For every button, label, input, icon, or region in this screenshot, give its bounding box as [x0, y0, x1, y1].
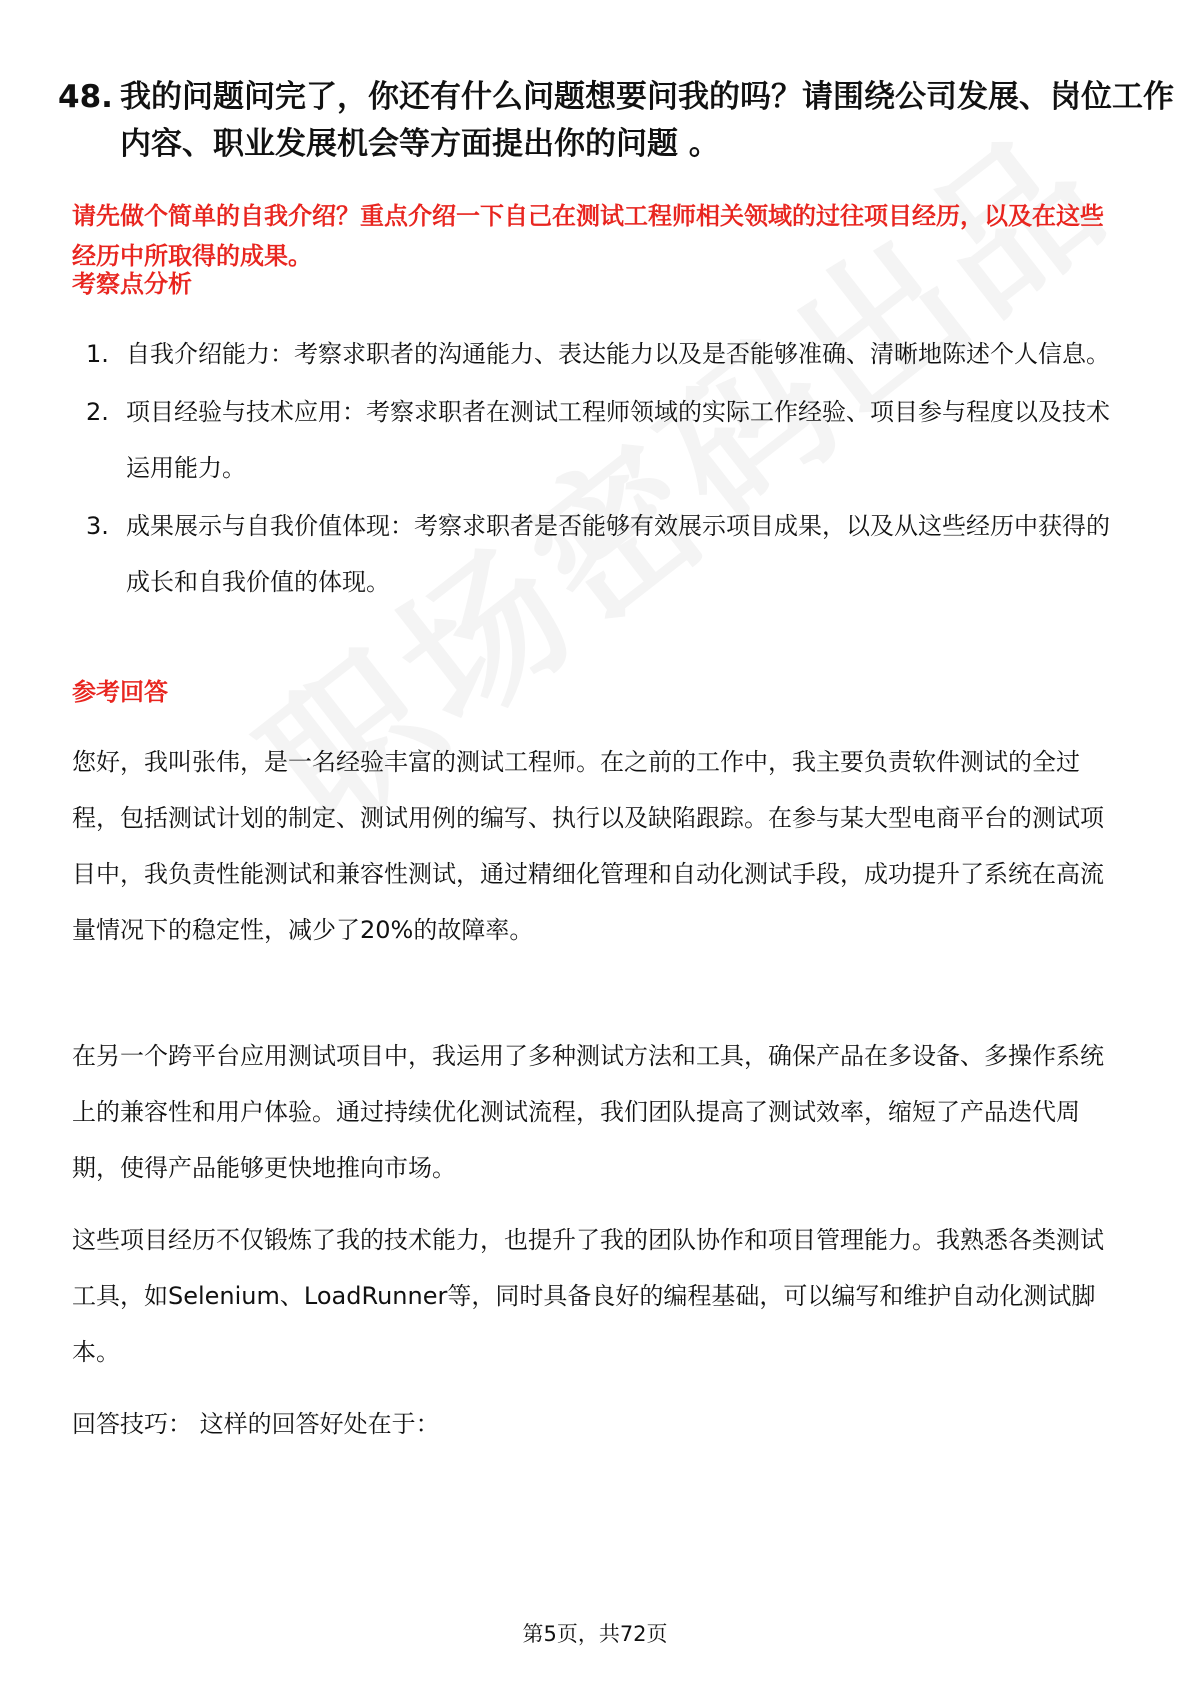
list-item — [86, 326, 1126, 382]
reference-heading: 参考回答 — [72, 678, 168, 706]
list-item-number: 3. — [86, 512, 109, 540]
list-item-text: 自我介绍能力：考察求职者的沟通能力、表达能力以及是否能够准确、清晰地陈述个人信息。 — [126, 340, 1110, 368]
list-item — [86, 498, 1126, 610]
answer-paragraph: 这些项目经历不仅锻炼了我的技术能力，也提升了我的团队协作和项目管理能力。我熟悉各类测试工具，如Selenium、LoadRunner等，同时具备良好的编程基础，可以编写和维护自动化测试脚本。 — [72, 1226, 1104, 1366]
answer-paragraph: 在另一个跨平台应用测试项目中，我运用了多种测试方法和工具，确保产品在多设备、多操作系统上的兼容性和用户体验。通过持续优化测试流程，我们团队提高了测试效率，缩短了产品迭代周期，使得产品能够更快地推向市场。 — [72, 1042, 1104, 1182]
list-item-text: 成果展示与自我价值体现：考察求职者是否能够有效展示项目成果，以及从这些经历中获得的成长和自我价值的体现。 — [126, 512, 1110, 596]
list-item-number: 2. — [86, 398, 109, 426]
question-text: 我的问题问完了，你还有什么问题想要问我的吗？请围绕公司发展、岗位工作内容、职业发展机会等方面提出你的问题 。 — [120, 79, 1174, 162]
interview-question: 请先做个简单的自我介绍？重点介绍一下自己在测试工程师相关领域的过往项目经历，以及在这些经历中所取得的成果。 — [72, 202, 1104, 270]
question-title — [58, 74, 1180, 168]
list-item — [86, 384, 1126, 496]
list-item-number: 1. — [86, 340, 109, 368]
answer-tips: 回答技巧： 这样的回答好处在于： — [72, 1410, 440, 1438]
question-number: 48. — [58, 79, 113, 115]
analysis-list — [86, 326, 1126, 612]
analysis-heading: 考察点分析 — [72, 270, 192, 298]
list-item-text: 项目经验与技术应用：考察求职者在测试工程师领域的实际工作经验、项目参与程度以及技术运用能力。 — [126, 398, 1110, 482]
answer-paragraph: 您好，我叫张伟，是一名经验丰富的测试工程师。在之前的工作中，我主要负责软件测试的全过程，包括测试计划的制定、测试用例的编写、执行以及缺陷跟踪。在参与某大型电商平台的测试项目中，我负责性能测试和兼容性测试，通过精细化管理和自动化测试手段，成功提升了系统在高流量情况下的稳定性，减少了20%的故障率。 — [72, 748, 1104, 944]
page-footer: 第5页，共72页 — [522, 1622, 668, 1646]
